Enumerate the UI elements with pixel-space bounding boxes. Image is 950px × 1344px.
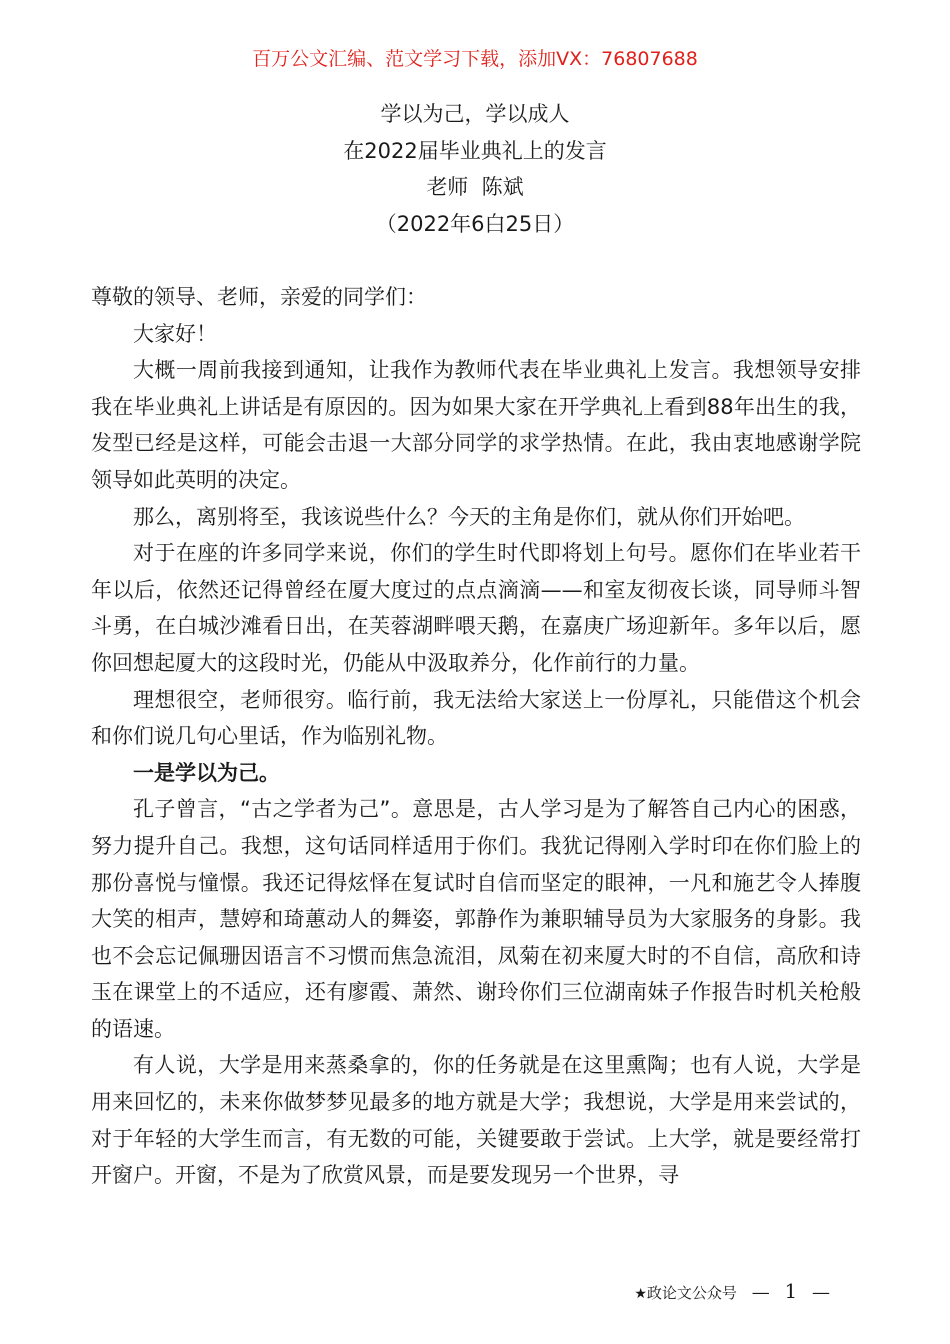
section-heading: 一是学以为己。: [133, 760, 280, 785]
paragraph-greeting: 大家好！: [133, 321, 217, 346]
main-title: 学以为己，学以成人: [380, 102, 570, 126]
footer-dash-right: —: [812, 1282, 830, 1303]
page-number: 1: [784, 1279, 798, 1303]
subtitle: 在2022届毕业典礼上的发言: [343, 138, 607, 163]
title-block: [0, 96, 950, 242]
speaker-line: 老师 陈斌: [426, 175, 524, 199]
paragraph: 对于在座的许多同学来说，你们的学生时代即将划上句号。愿你们在毕业若干年以后，依然还记得曾经在厦大度过的点点滴滴——和室友彻夜长谈，同导师斗智斗勇，在白城沙滩看日出，在芙蓉湖畔喂天鹅，在嘉庚广场迎新年。多年以后，愿你回想起厦大的这段时光，仍能从中汲取养分，化作前行的力量。: [91, 541, 861, 675]
paragraph: 孔子曾言，“古之学者为己”。意思是，古人学习是为了解答自己内心的困惑，努力提升自己。我想，这句话同样适用于你们。我犹记得刚入学时印在你们脸上的那份喜悦与憧憬。我还记得炫怿在复试时自信而坚定的眼神，一凡和施艺令人捧腹大笑的相声，慧婷和琦蕙动人的舞姿，郭静作为兼职辅导员为大家服务的身影。我也不会忘记佩珊因语言不习惯而焦急流泪，凤菊在初来厦大时的不自信，高欣和诗玉在课堂上的不适应，还有廖霞、萧然、谢玲你们三位湖南妹子作报告时机关枪般的语速。: [91, 797, 861, 1041]
paragraph: 大概一周前我接到通知，让我作为教师代表在毕业典礼上发言。我想领导安排我在毕业典礼上讲话是有原因的。因为如果大家在开学典礼上看到88年出生的我，发型已经是这样，可能会击退一大部分同学的求学热情。在此，我由衷地感谢学院领导如此英明的决定。: [91, 358, 861, 492]
paragraph: 那么，离别将至，我该说些什么？今天的主角是你们，就从你们开始吧。: [133, 504, 805, 529]
footer-label: 政论文公众号: [646, 1284, 737, 1302]
paragraph: 理想很空，老师很穷。临行前，我无法给大家送上一份厚礼，只能借这个机会和你们说几句心里话，作为临别礼物。: [91, 687, 861, 749]
date-line: （2022年6白25日）: [375, 211, 575, 236]
watermark-banner: 百万公文汇编、范文学习下载，添加VX：76807688: [252, 48, 698, 70]
speech-body: [91, 279, 861, 1194]
footer-dash-left: —: [751, 1282, 770, 1303]
page-footer: [634, 1279, 830, 1306]
star-icon: ★: [634, 1286, 647, 1302]
salutation: 尊敬的领导、老师，亲爱的同学们：: [91, 285, 427, 309]
paragraph: 有人说，大学是用来蒸桑拿的，你的任务就是在这里熏陶；也有人说，大学是用来回忆的，未来你做梦梦见最多的地方就是大学；我想说，大学是用来尝试的，对于年轻的大学生而言，有无数的可能，关键要敢于尝试。上大学，就是要经常打开窗户。开窗，不是为了欣赏风景，而是要发现另一个世界，寻: [91, 1053, 861, 1188]
